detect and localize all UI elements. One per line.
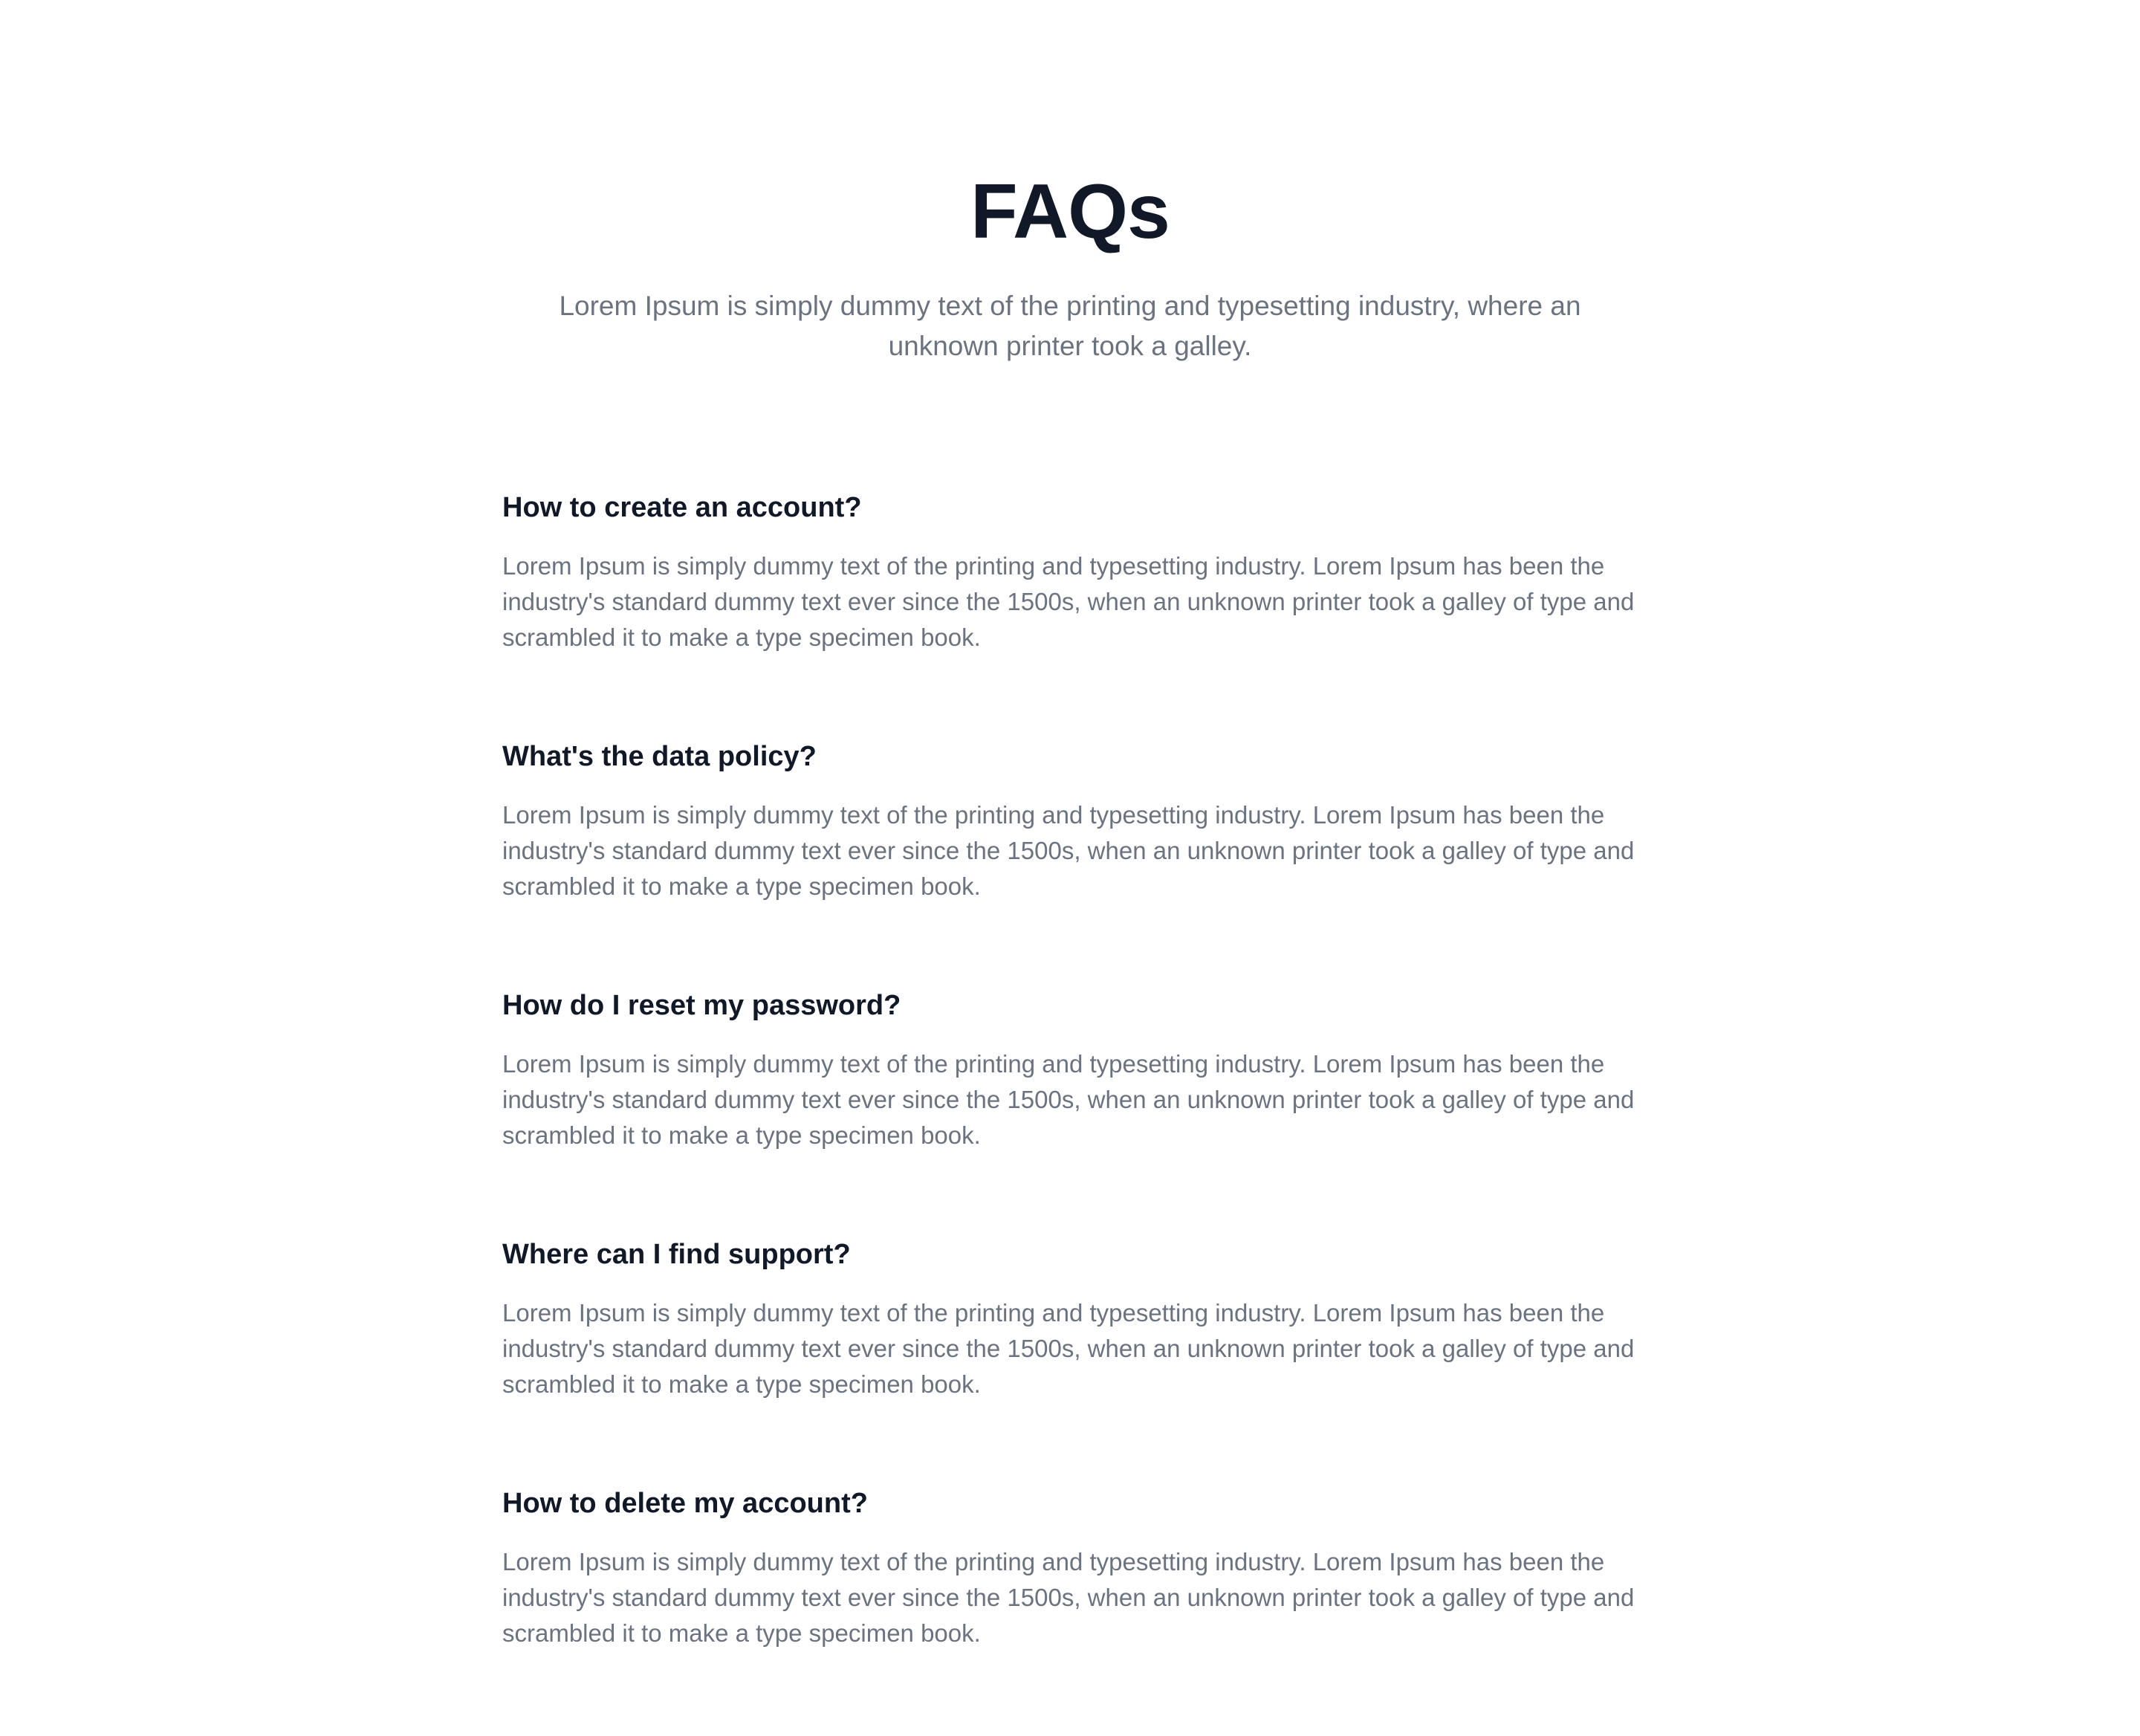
page-title: FAQs — [970, 169, 1170, 255]
faq-question: Where can I find support? — [502, 1239, 851, 1270]
faq-list — [502, 488, 1639, 1732]
faq-answer: Lorem Ipsum is simply dummy text of the printing and typesetting industry. Lorem Ipsum has been the industry's standard dummy text ever since the 1500s, when an unknown printer took a galley of type and scrambled it to make a type specimen book. — [502, 801, 1635, 900]
faq-header — [0, 152, 2140, 366]
faq-question: What's the data policy? — [502, 741, 817, 772]
faq-answer: Lorem Ipsum is simply dummy text of the printing and typesetting industry. Lorem Ipsum has been the industry's standard dummy text ever since the 1500s, when an unknown printer took a galley of type and scrambled it to make a type specimen book. — [502, 1050, 1635, 1149]
faq-answer: Lorem Ipsum is simply dummy text of the printing and typesetting industry. Lorem Ipsum has been the industry's standard dummy text ever since the 1500s, when an unknown printer took a galley of type and scrambled it to make a type specimen book. — [502, 1299, 1635, 1398]
faq-question: How to delete my account? — [502, 1488, 868, 1519]
faq-item-reset-password — [502, 985, 1639, 1153]
faq-question: How to create an account? — [502, 492, 862, 523]
faq-item-create-account — [502, 488, 1639, 655]
faq-item-delete-account — [502, 1483, 1639, 1651]
faq-item-find-support — [502, 1234, 1639, 1402]
faq-answer: Lorem Ipsum is simply dummy text of the printing and typesetting industry. Lorem Ipsum has been the industry's standard dummy text ever since the 1500s, when an unknown printer took a galley of type and scrambled it to make a type specimen book. — [502, 1548, 1635, 1647]
faq-question: How do I reset my password? — [502, 990, 901, 1021]
faq-item-data-policy — [502, 736, 1639, 904]
page-subtitle: Lorem Ipsum is simply dummy text of the printing and typesetting industry, where an unknown printer took a galley. — [559, 291, 1581, 361]
faq-answer: Lorem Ipsum is simply dummy text of the printing and typesetting industry. Lorem Ipsum has been the industry's standard dummy text ever since the 1500s, when an unknown printer took a galley of type and scrambled it to make a type specimen book. — [502, 552, 1635, 651]
